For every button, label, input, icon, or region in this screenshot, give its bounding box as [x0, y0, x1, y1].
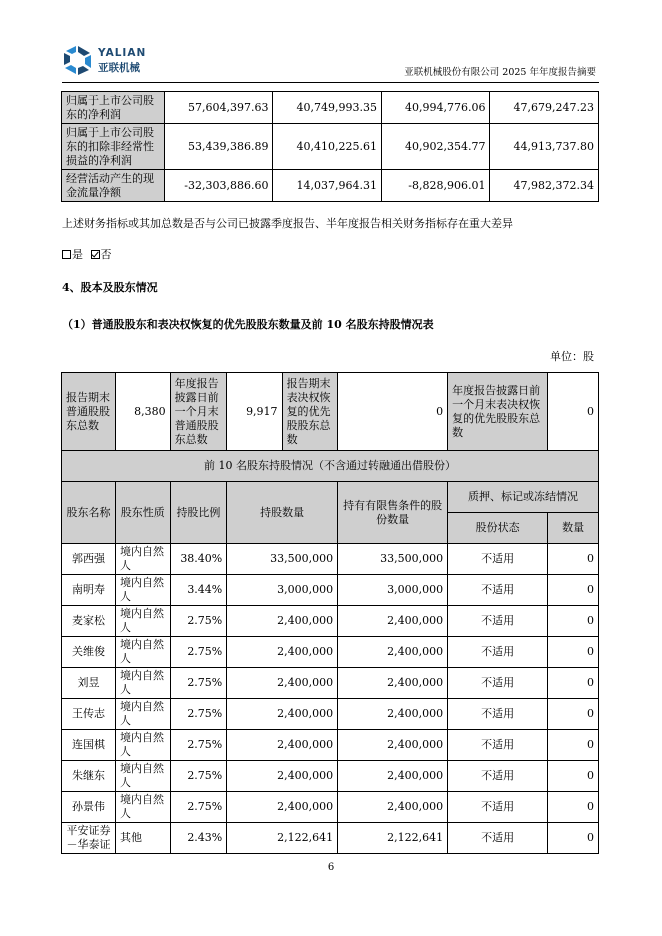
restricted-qty: 2,400,000: [338, 637, 448, 668]
restricted-qty: 2,400,000: [338, 792, 448, 823]
table-cell: -32,303,886.60: [164, 170, 273, 202]
pledge-status: 不适用: [448, 792, 548, 823]
summary-label: 报告期末表决权恢复的优先股股东总数: [282, 373, 338, 451]
holding-qty: 2,400,000: [227, 761, 338, 792]
pledge-count: 0: [548, 761, 599, 792]
pledge-status: 不适用: [448, 637, 548, 668]
table-row: [62, 761, 599, 792]
col-header-count: 数量: [548, 513, 599, 544]
col-header-status: 股份状态: [448, 513, 548, 544]
holding-ratio: 2.43%: [170, 823, 227, 854]
summary-value: 0: [338, 373, 448, 451]
holding-ratio: 2.75%: [170, 699, 227, 730]
col-header-restricted: 持有有限售条件的股份数量: [338, 482, 448, 544]
restricted-qty: 2,400,000: [338, 668, 448, 699]
table-cell: 40,902,354.77: [381, 124, 490, 170]
table-row: [62, 730, 599, 761]
financial-indicators-table: [61, 91, 599, 202]
restricted-qty: 2,400,000: [338, 730, 448, 761]
shareholder-nature: 境内自然人: [115, 606, 170, 637]
table-row: [62, 606, 599, 637]
pledge-status: 不适用: [448, 575, 548, 606]
col-header-ratio: 持股比例: [170, 482, 227, 544]
restricted-qty: 2,122,641: [338, 823, 448, 854]
pledge-count: 0: [548, 668, 599, 699]
restricted-qty: 33,500,000: [338, 544, 448, 575]
checkbox-yes[interactable]: [62, 250, 71, 259]
pledge-count: 0: [548, 699, 599, 730]
document-title: 亚联机械股份有限公司 2025 年年度报告摘要: [404, 67, 596, 78]
table-cell: 40,749,993.35: [273, 92, 382, 124]
restricted-qty: 3,000,000: [338, 575, 448, 606]
summary-value: 9,917: [227, 373, 282, 451]
summary-row: [62, 373, 599, 451]
table-row: [62, 699, 599, 730]
table-cell: 44,913,737.80: [490, 124, 599, 170]
shareholder-name: 郭西强: [62, 544, 116, 575]
holding-qty: 2,400,000: [227, 637, 338, 668]
company-logo: [62, 44, 182, 76]
holding-qty: 2,400,000: [227, 606, 338, 637]
page-number: 6: [327, 862, 335, 873]
shareholder-name: 关维俊: [62, 637, 116, 668]
holding-ratio: 2.75%: [170, 730, 227, 761]
discrepancy-options: [62, 246, 112, 262]
table-cell: -8,828,906.01: [381, 170, 490, 202]
row-label: 归属于上市公司股东的扣除非经常性损益的净利润: [62, 124, 165, 170]
holding-ratio: 2.75%: [170, 761, 227, 792]
restricted-qty: 2,400,000: [338, 761, 448, 792]
option-yes-label: 是: [72, 248, 83, 261]
section-row: [62, 451, 599, 482]
col-header-nature: 股东性质: [115, 482, 170, 544]
pledge-count: 0: [548, 544, 599, 575]
col-header-pledge: 质押、标记或冻结情况: [448, 482, 599, 513]
table-cell: 40,994,776.06: [381, 92, 490, 124]
pledge-count: 0: [548, 792, 599, 823]
table-cell: 47,679,247.23: [490, 92, 599, 124]
row-label: 经营活动产生的现金流量净额: [62, 170, 165, 202]
header-divider: [62, 82, 599, 83]
summary-value: 0: [548, 373, 599, 451]
shareholder-nature: 境内自然人: [115, 699, 170, 730]
table-row: [62, 124, 599, 170]
holding-qty: 2,400,000: [227, 699, 338, 730]
header-row: [62, 482, 599, 513]
holding-ratio: 2.75%: [170, 637, 227, 668]
pledge-status: 不适用: [448, 730, 548, 761]
table-row: [62, 668, 599, 699]
pledge-count: 0: [548, 637, 599, 668]
holding-ratio: 3.44%: [170, 575, 227, 606]
holding-qty: 3,000,000: [227, 575, 338, 606]
pledge-count: 0: [548, 575, 599, 606]
shareholder-nature: 其他: [115, 823, 170, 854]
shareholder-name: 刘昱: [62, 668, 116, 699]
holding-qty: 33,500,000: [227, 544, 338, 575]
pledge-count: 0: [548, 730, 599, 761]
pledge-count: 0: [548, 606, 599, 637]
pledge-status: 不适用: [448, 761, 548, 792]
shareholder-nature: 境内自然人: [115, 544, 170, 575]
section-heading: 4、股本及股东情况: [62, 281, 158, 294]
table-row: [62, 575, 599, 606]
shareholder-name: 王传志: [62, 699, 116, 730]
table-row: [62, 792, 599, 823]
holding-qty: 2,400,000: [227, 668, 338, 699]
shareholder-name: 南明寿: [62, 575, 116, 606]
summary-label: 年度报告披露日前一个月末表决权恢复的优先股股东总数: [448, 373, 548, 451]
summary-value: 8,380: [115, 373, 170, 451]
shareholder-nature: 境内自然人: [115, 668, 170, 699]
restricted-qty: 2,400,000: [338, 606, 448, 637]
shareholder-nature: 境内自然人: [115, 761, 170, 792]
table-row: [62, 170, 599, 202]
col-header-name: 股东名称: [62, 482, 116, 544]
holding-qty: 2,400,000: [227, 730, 338, 761]
discrepancy-question: 上述财务指标或其加总数是否与公司已披露季度报告、半年度报告相关财务指标存在重大差异: [62, 217, 513, 230]
table-cell: 47,982,372.34: [490, 170, 599, 202]
table-row: [62, 823, 599, 854]
pledge-status: 不适用: [448, 668, 548, 699]
shareholder-nature: 境内自然人: [115, 792, 170, 823]
holding-qty: 2,400,000: [227, 792, 338, 823]
table-cell: 57,604,397.63: [164, 92, 273, 124]
pledge-count: 0: [548, 823, 599, 854]
summary-label: 报告期末普通股股东总数: [62, 373, 116, 451]
logo-text-cn: 亚联机械: [98, 62, 140, 74]
pledge-status: 不适用: [448, 606, 548, 637]
col-header-qty: 持股数量: [227, 482, 338, 544]
pledge-status: 不适用: [448, 544, 548, 575]
shareholder-name: 连国棋: [62, 730, 116, 761]
yalian-logo-icon: [62, 44, 94, 76]
pledge-status: 不适用: [448, 699, 548, 730]
pledge-status: 不适用: [448, 823, 548, 854]
checkbox-no-checked[interactable]: [91, 250, 100, 259]
holding-ratio: 2.75%: [170, 606, 227, 637]
shareholders-table: [61, 372, 599, 854]
shareholder-nature: 境内自然人: [115, 730, 170, 761]
shareholder-name: 孙景伟: [62, 792, 116, 823]
logo-text-en: YALIAN: [98, 47, 147, 59]
subsection-heading: （1）普通股股东和表决权恢复的优先股股东数量及前 10 名股东持股情况表: [62, 318, 434, 331]
table-row: [62, 637, 599, 668]
table-cell: 53,439,386.89: [164, 124, 273, 170]
shareholder-name: 平安证券－华泰证: [62, 823, 116, 854]
shareholder-nature: 境内自然人: [115, 637, 170, 668]
table-cell: 40,410,225.61: [273, 124, 382, 170]
table-row: [62, 92, 599, 124]
top10-title: 前 10 名股东持股情况（不含通过转融通出借股份）: [62, 451, 599, 482]
shareholder-nature: 境内自然人: [115, 575, 170, 606]
holding-ratio: 38.40%: [170, 544, 227, 575]
restricted-qty: 2,400,000: [338, 699, 448, 730]
shareholder-name: 朱继东: [62, 761, 116, 792]
table-row: [62, 544, 599, 575]
holding-qty: 2,122,641: [227, 823, 338, 854]
table-cell: 14,037,964.31: [273, 170, 382, 202]
shareholder-name: 麦家松: [62, 606, 116, 637]
unit-label: 单位：股: [550, 350, 594, 363]
holding-ratio: 2.75%: [170, 792, 227, 823]
holding-ratio: 2.75%: [170, 668, 227, 699]
row-label: 归属于上市公司股东的净利润: [62, 92, 165, 124]
summary-label: 年度报告披露日前一个月末普通股股东总数: [170, 373, 227, 451]
option-no-label: 否: [100, 248, 112, 261]
